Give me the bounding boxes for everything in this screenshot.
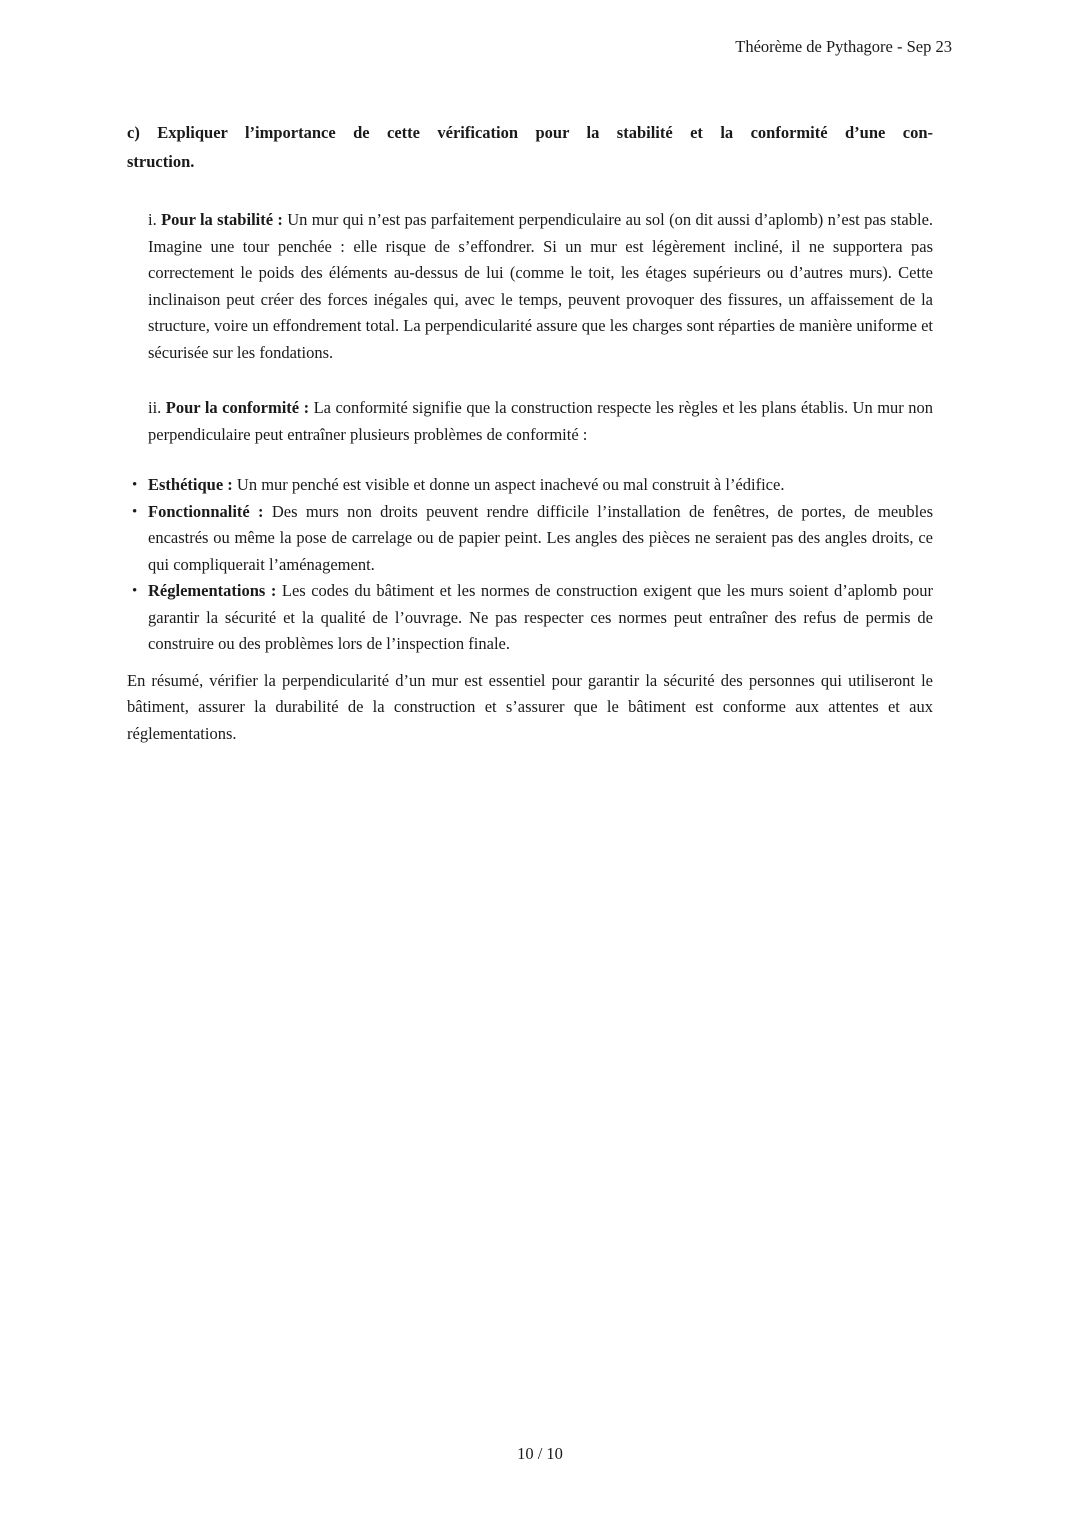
paragraph-stability [148, 207, 933, 366]
heading-line-1: c) Expliquer l’importance de cette vérification pour la stabilité et la conformité d’une con- [127, 123, 933, 142]
list-item-esthetique [132, 472, 933, 499]
esthetique-text: Un mur penché est visible et donne un aspect inachevé ou mal construit à l’édifice. [236, 475, 785, 494]
conformity-issues-list [127, 472, 933, 658]
fonctionnalite-text: Des murs non droits peuvent rendre difficile l’installation de fenêtres, de portes, de meubles encastrés ou même la pose de carrelage ou de papier peint. Les angles des pièces ne seraient pas des angles droits, ce qui compliquerait l’aménagement. [148, 501, 933, 574]
page-number: 10 / 10 [517, 1444, 563, 1463]
esthetique-label: Esthétique : [148, 475, 233, 494]
running-header: Théorème de Pythagore - Sep 23 [735, 37, 952, 56]
fonctionnalite-label: Fonctionnalité : [148, 501, 264, 521]
conformity-lead-label: Pour la conformité : [165, 398, 310, 417]
section-heading [127, 118, 933, 176]
conformity-text: La conformité signifie que la construction respecte les règles et les plans établis. Un mur non perpendiculaire peut entraîner plusieurs problèmes de conformité : [148, 398, 934, 444]
paragraph-conformity [148, 395, 933, 448]
reglementations-text: Les codes du bâtiment et les normes de construction exigent que les murs soient d’aplomb pour garantir la sécurité et la qualité de l’ouvrage. Ne pas respecter ces normes peut entraîner des refus de permis de construire ou des problèmes lors de l’inspection finale. [148, 581, 934, 653]
stability-text: Un mur qui n’est pas parfaitement perpendiculaire au sol (on dit aussi d’aplomb) n’est pas stable. Imagine une tour penchée : elle risque de s’effondrer. Si un mur est légèrement incliné, il ne supportera pas correctement le poids des éléments au-dessus de lui (comme le toit, les étages supérieurs ou d’autres murs). Cette inclinaison peut créer des forces inégales qui, avec le temps, peuvent provoquer des fissures, un affaissement de la structure, voire un effondrement total. La perpendicularité assure que les charges sont réparties de manière uniforme et sécurisée sur les fondations. [148, 210, 934, 362]
item-number-ii: ii. [148, 398, 162, 417]
list-item-reglementations [132, 578, 934, 658]
list-item-fonctionnalite [132, 499, 933, 579]
paragraph-summary: En résumé, vérifier la perpendicularité d’un mur est essentiel pour garantir la sécurité des personnes qui utiliseront le bâtiment, assurer la durabilité de la construction et s’assurer que le bâtiment est conforme aux attentes et aux réglementations. [127, 670, 933, 743]
bullet-icon: • [132, 503, 138, 520]
document-content [127, 118, 933, 747]
bullet-icon: • [132, 477, 138, 493]
bullet-icon: • [132, 583, 138, 599]
heading-line-2: struction. [127, 152, 195, 171]
stability-lead-label: Pour la stabilité : [161, 210, 283, 229]
reglementations-label: Réglementations : [148, 581, 277, 600]
item-number-i: i. [148, 210, 157, 229]
